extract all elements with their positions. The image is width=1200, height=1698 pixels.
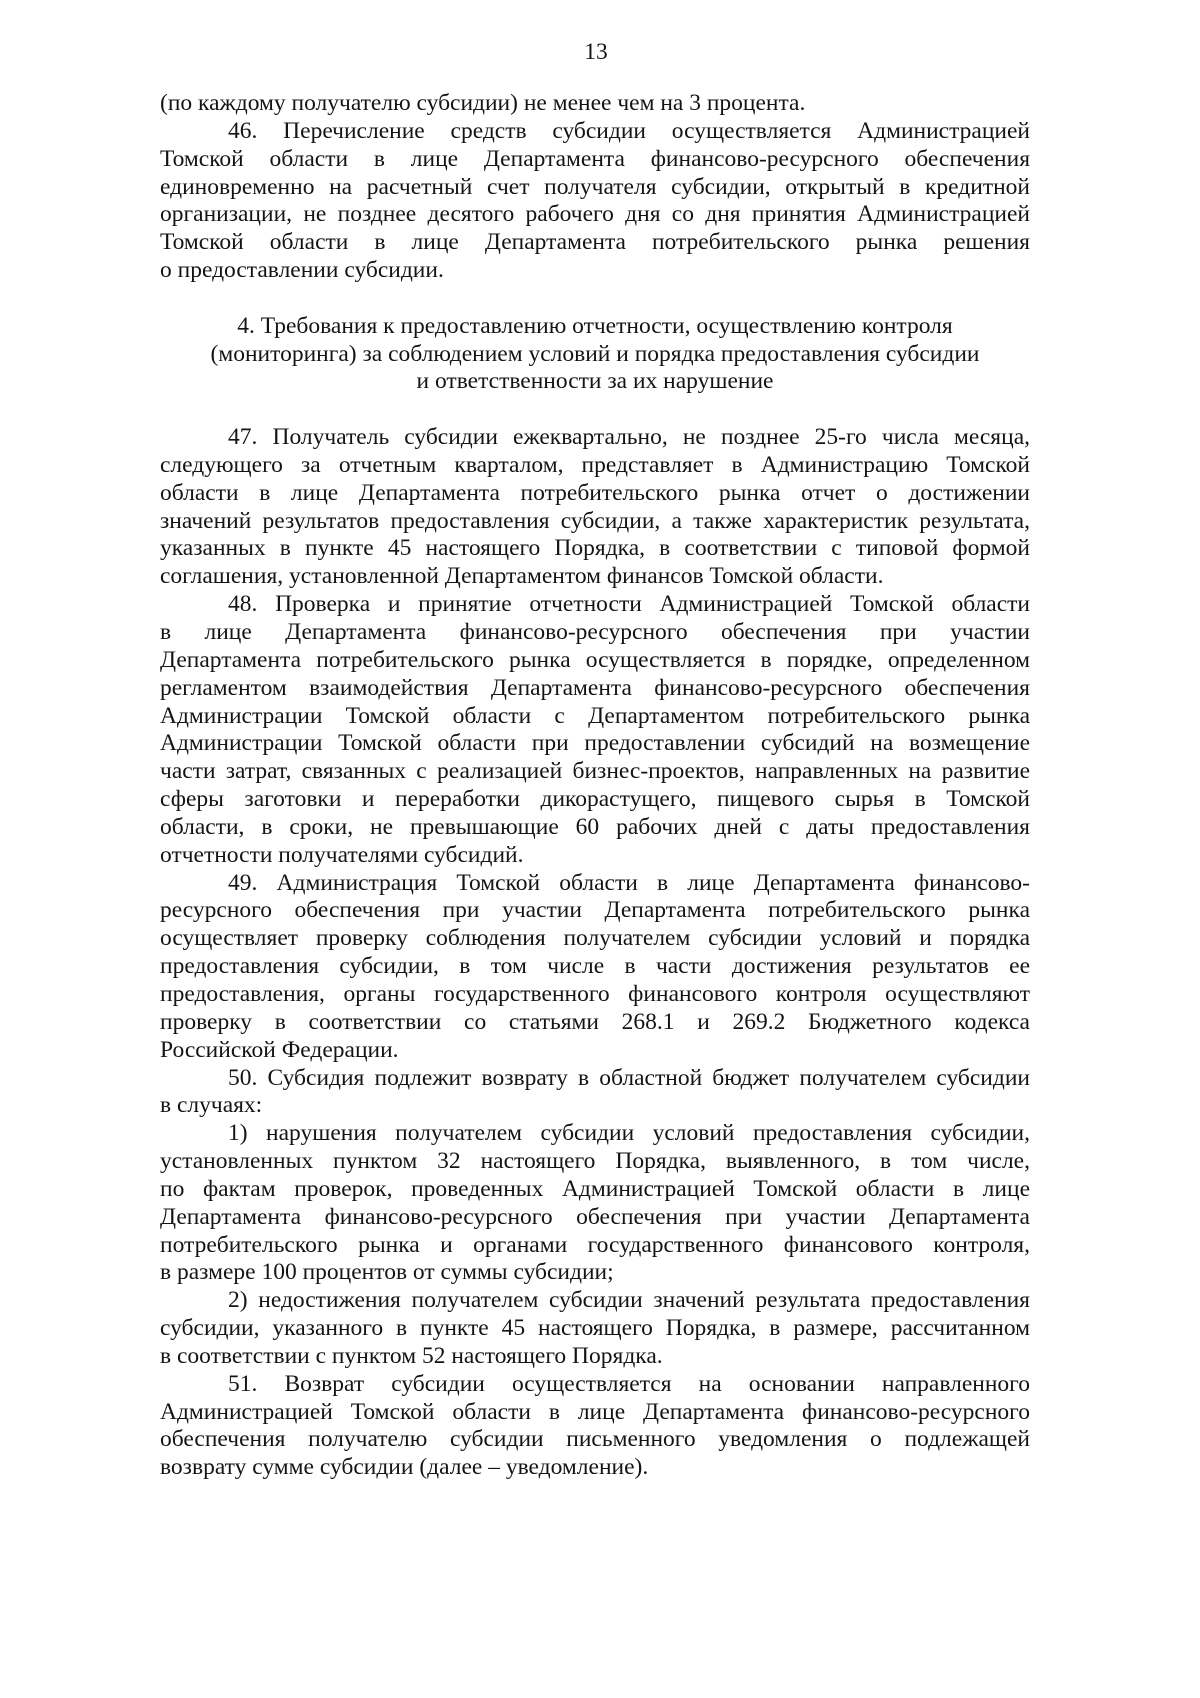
paragraph-line: организации, не позднее десятого рабочего дня со дня принятия Администрацией <box>160 201 1030 228</box>
paragraph-line: области, в сроки, не превышающие 60 рабочих дней с даты предоставления <box>160 813 1030 840</box>
paragraph-line: значений результатов предоставления субсидии, а также характеристик результата, <box>160 507 1030 534</box>
paragraph-49 <box>160 870 1030 1065</box>
paragraph-line: осуществляет проверку соблюдения получателем субсидии условий и порядка <box>160 925 1030 952</box>
list-item-line: 2) недостижения получателем субсидии значений результата предоставления <box>228 1287 1030 1314</box>
paragraph-line: Российской Федерации. <box>160 1036 399 1063</box>
paragraph-line: ресурсного обеспечения при участии Департамента потребительского рынка <box>160 897 1030 924</box>
paragraph-line: единовременно на расчетный счет получателя субсидии, открытый в кредитной <box>160 173 1030 200</box>
paragraph-line: 50. Субсидия подлежит возврату в областной бюджет получателем субсидии <box>228 1064 1030 1091</box>
list-item-line: потребительского рынка и органами государственного финансового контроля, <box>160 1231 1030 1258</box>
list-item-line: в размере 100 процентов от суммы субсидии; <box>160 1259 614 1286</box>
paragraph-line: Администрацией Томской области в лице Департамента финансово-ресурсного <box>160 1398 1030 1425</box>
paragraph-line: Томской области в лице Департамента потребительского рынка решения <box>160 229 1030 256</box>
paragraph-line: (по каждому получателю субсидии) не менее чем на 3 процента. <box>160 90 806 116</box>
page-number: 13 <box>584 39 608 65</box>
paragraph-line: соглашения, установленной Департаментом финансов Томской области. <box>160 563 884 590</box>
paragraph-line: сферы заготовки и переработки дикорастущего, пищевого сырья в Томской <box>160 786 1030 813</box>
document-body <box>160 90 1030 1482</box>
paragraph-47 <box>160 424 1030 591</box>
paragraph-50 <box>160 1065 1030 1121</box>
paragraph-line: 48. Проверка и принятие отчетности Администрацией Томской области <box>228 591 1030 618</box>
paragraph-51 <box>160 1371 1030 1482</box>
paragraph-line: возврату сумме субсидии (далее – уведомление). <box>160 1454 649 1481</box>
paragraph-line: указанных в пункте 45 настоящего Порядка, в соответствии с типовой формой <box>160 535 1030 562</box>
paragraph-line: регламентом взаимодействия Департамента финансово-ресурсного обеспечения <box>160 674 1030 701</box>
paragraph-line: отчетности получателями субсидий. <box>160 841 524 868</box>
list-item-line: субсидии, указанного в пункте 45 настоящего Порядка, в размере, рассчитанном <box>160 1315 1030 1342</box>
paragraph-line: следующего за отчетным кварталом, представляет в Администрацию Томской <box>160 451 1030 478</box>
paragraph-line: 46. Перечисление средств субсидии осуществляется Администрацией <box>228 117 1030 144</box>
paragraph-line: 51. Возврат субсидии осуществляется на основании направленного <box>228 1370 1030 1397</box>
blank-line <box>160 285 1030 313</box>
paragraph-line: части затрат, связанных с реализацией бизнес-проектов, направленных на развитие <box>160 758 1030 785</box>
paragraph-line: Администрации Томской области при предоставлении субсидий на возмещение <box>160 730 1030 757</box>
paragraph-line: в лице Департамента финансово-ресурсного обеспечения при участии <box>160 619 1030 645</box>
paragraph-continuation <box>160 90 1030 118</box>
paragraph-line: предоставления, органы государственного финансового контроля осуществляют <box>160 980 1030 1007</box>
paragraph-46 <box>160 118 1030 285</box>
paragraph-line: о предоставлении субсидии. <box>160 257 444 284</box>
blank-line <box>160 396 1030 424</box>
list-item-line: 1) нарушения получателем субсидии условий предоставления субсидии, <box>228 1120 1030 1147</box>
paragraph-line: области в лице Департамента потребительского рынка отчет о достижении <box>160 479 1030 506</box>
paragraph-line: Томской области в лице Департамента финансово-ресурсного обеспечения <box>160 145 1030 172</box>
list-item-2 <box>160 1287 1030 1371</box>
heading-line: и ответственности за их нарушение <box>416 368 774 395</box>
paragraph-line: Администрации Томской области с Департаментом потребительского рынка <box>160 702 1030 729</box>
list-item-line: по фактам проверок, проведенных Администрацией Томской области в лице <box>160 1175 1030 1202</box>
list-item-line: Департамента финансово-ресурсного обеспечения при участии Департамента <box>160 1203 1030 1230</box>
list-item-1 <box>160 1120 1030 1287</box>
paragraph-line: в случаях: <box>160 1092 263 1119</box>
paragraph-line: 47. Получатель субсидии ежеквартально, не позднее 25-го числа месяца, <box>228 424 1030 451</box>
paragraph-line: предоставления субсидии, в том числе в части достижения результатов ее <box>160 953 1030 980</box>
paragraph-line: проверку в соответствии со статьями 268.1 и 269.2 Бюджетного кодекса <box>160 1008 1030 1035</box>
heading-line: 4. Требования к предоставлению отчетности, осуществлению контроля <box>237 312 953 339</box>
paragraph-line: 49. Администрация Томской области в лице Департамента финансово- <box>228 869 1030 896</box>
section-heading <box>160 313 1030 397</box>
paragraph-48 <box>160 591 1030 869</box>
list-item-line: установленных пунктом 32 настоящего Порядка, выявленного, в том числе, <box>160 1148 1030 1175</box>
heading-line: (мониторинга) за соблюдением условий и порядка предоставления субсидии <box>210 340 980 367</box>
list-item-line: в соответствии с пунктом 52 настоящего Порядка. <box>160 1342 663 1369</box>
paragraph-line: обеспечения получателю субсидии письменного уведомления о подлежащей <box>160 1426 1030 1453</box>
paragraph-line: Департамента потребительского рынка осуществляется в порядке, определенном <box>160 646 1030 673</box>
